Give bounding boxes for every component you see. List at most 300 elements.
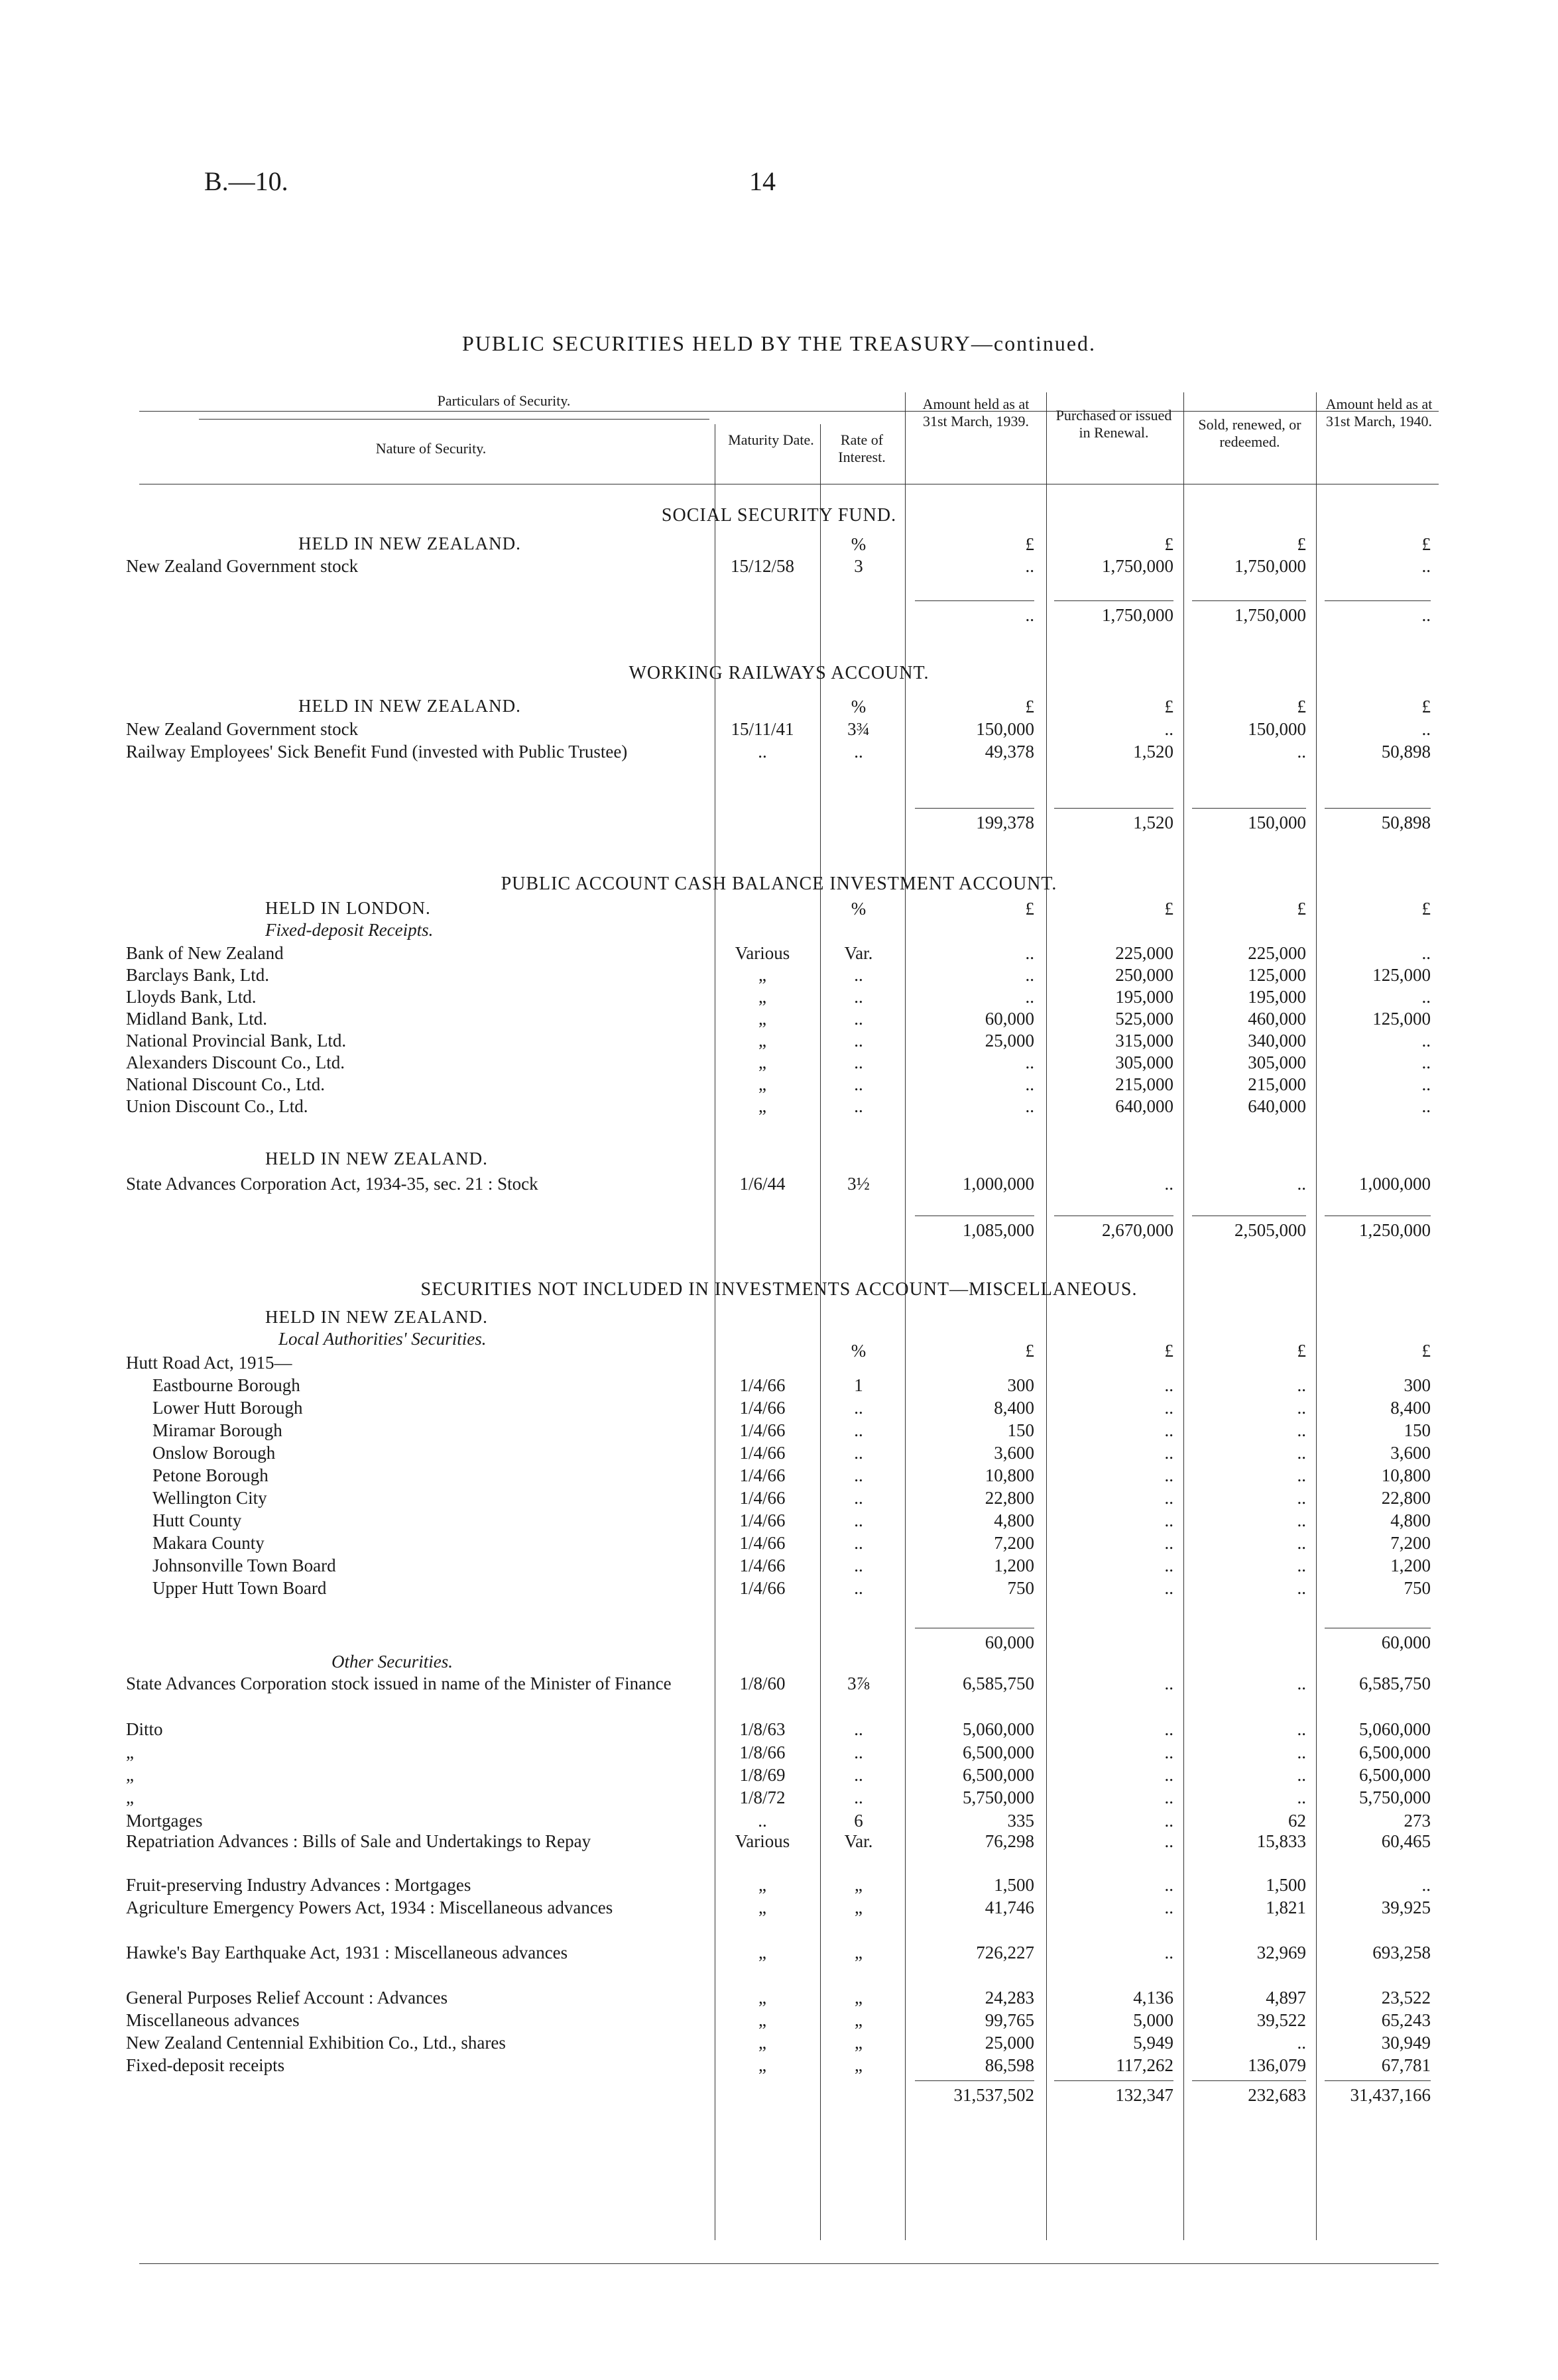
unit-label: £ [1164, 899, 1173, 919]
row-h39: 41,746 [985, 1898, 1034, 1917]
row-mat: „ [758, 1031, 766, 1050]
row-label: Repatriation Advances : Bills of Sale and Undertakings to Repay [126, 1831, 591, 1851]
row-h40: 273 [1404, 1811, 1431, 1831]
row-pur: .. [1164, 1510, 1173, 1530]
row-h39: .. [1025, 1074, 1034, 1094]
particulars-header: Particulars of Security. [437, 392, 571, 409]
section-title: WORKING RAILWAYS ACCOUNT. [629, 663, 929, 683]
row-pur: 117,262 [1116, 2055, 1173, 2075]
unit-label: £ [1421, 1341, 1431, 1361]
row-h40: 4,800 [1390, 1510, 1431, 1530]
row-mat: „ [758, 987, 766, 1007]
row-h39: 76,298 [985, 1831, 1034, 1851]
sub-heading: Fixed-deposit Receipts. [265, 920, 434, 940]
row-rate: .. [854, 1398, 863, 1418]
row-label: Ditto [126, 1719, 163, 1739]
row-rate: „ [855, 2055, 863, 2075]
nature-header: Nature of Security. [375, 440, 487, 457]
row-sold: .. [1297, 1174, 1306, 1194]
row-h40: 30,949 [1381, 2033, 1431, 2053]
page-number: 14 [749, 166, 776, 196]
row-h40: 5,750,000 [1359, 1787, 1431, 1807]
rate-header: Rate of Interest. [838, 431, 886, 465]
total-h39: .. [1025, 605, 1034, 625]
row-rate: .. [854, 1031, 863, 1050]
row-h40: 50,898 [1381, 742, 1431, 762]
row-rate: 3½ [847, 1174, 870, 1194]
row-mat: 1/4/66 [739, 1375, 786, 1395]
unit-label: £ [1297, 534, 1306, 554]
row-sold: .. [1297, 742, 1306, 762]
row-h40: 1,000,000 [1359, 1174, 1431, 1194]
total-sold: 232,683 [1248, 2085, 1306, 2105]
row-pur: .. [1164, 1742, 1173, 1762]
row-label: Wellington City [152, 1488, 267, 1508]
row-h39: 150 [1007, 1420, 1034, 1440]
row-sold: 1,750,000 [1234, 556, 1306, 576]
row-mat: 1/4/66 [739, 1578, 786, 1598]
total-h39: 31,537,502 [953, 2085, 1034, 2105]
row-sold: .. [1297, 1510, 1306, 1530]
total-h39: 199,378 [976, 813, 1034, 832]
row-h40: 150 [1404, 1420, 1431, 1440]
row-rate: Var. [844, 943, 873, 963]
row-h39: .. [1025, 987, 1034, 1007]
row-rate: .. [854, 1420, 863, 1440]
row-pur: 1,750,000 [1102, 556, 1173, 576]
row-label: Mortgages [126, 1811, 203, 1831]
row-h39: .. [1025, 1052, 1034, 1072]
row-sold: 62 [1288, 1811, 1306, 1831]
row-mat: „ [758, 965, 766, 985]
row-mat: „ [758, 1875, 766, 1895]
row-pur: 4,136 [1133, 1988, 1173, 2008]
row-sold: .. [1297, 1420, 1306, 1440]
row-sold: 15,833 [1256, 1831, 1306, 1851]
row-h39: 150,000 [976, 719, 1034, 739]
total-h40: 50,898 [1381, 813, 1431, 832]
unit-label: £ [1164, 1341, 1173, 1361]
row-label: Miscellaneous advances [126, 2010, 300, 2030]
row-mat: 1/8/66 [739, 1742, 786, 1762]
unit-label: £ [1297, 697, 1306, 716]
row-rate: .. [854, 1510, 863, 1530]
row-label: Hawke's Bay Earthquake Act, 1931 : Miscellaneous advances [126, 1943, 568, 1962]
row-label: Johnsonville Town Board [152, 1556, 336, 1575]
row-rate: .. [854, 1009, 863, 1029]
row-pur: .. [1164, 719, 1173, 739]
row-sold: 150,000 [1248, 719, 1306, 739]
total-rule [1192, 600, 1306, 601]
row-rate: „ [855, 1988, 863, 2008]
row-pur: .. [1164, 1398, 1173, 1418]
total-sold: 1,750,000 [1234, 605, 1306, 625]
row-label: Upper Hutt Town Board [152, 1578, 327, 1598]
sub-heading: Local Authorities' Securities. [278, 1329, 487, 1349]
row-h39: 5,060,000 [963, 1719, 1034, 1739]
row-h39: 4,800 [994, 1510, 1034, 1530]
row-rate: 3 [854, 556, 863, 576]
row-mat: 1/4/66 [739, 1488, 786, 1508]
row-h39: 1,000,000 [963, 1174, 1034, 1194]
row-h39: 750 [1007, 1578, 1034, 1598]
total-rule [1054, 600, 1173, 601]
row-h40: 8,400 [1390, 1398, 1431, 1418]
row-rate: 1 [854, 1375, 863, 1395]
row-h40: 693,258 [1372, 1943, 1431, 1962]
row-h39: 300 [1007, 1375, 1034, 1395]
row-rate: .. [854, 1465, 863, 1485]
row-pur: .. [1164, 1898, 1173, 1917]
purchased-header: Purchased or issued in Renewal. [1055, 407, 1172, 441]
row-h40: 300 [1404, 1375, 1431, 1395]
row-pur: 305,000 [1115, 1052, 1173, 1072]
total-pur: 132,347 [1115, 2085, 1173, 2105]
row-h39: .. [1025, 943, 1034, 963]
row-h39: 10,800 [985, 1465, 1034, 1485]
row-h39: 726,227 [976, 1943, 1034, 1962]
row-h40: 6,585,750 [1359, 1673, 1431, 1693]
row-label: „ [126, 1765, 134, 1785]
total-rule [915, 600, 1034, 601]
row-rate: .. [854, 1787, 863, 1807]
unit-label: £ [1297, 899, 1306, 919]
row-label: Eastbourne Borough [152, 1375, 300, 1395]
row-label: State Advances Corporation stock issued in name of the Minister of Finance [126, 1673, 672, 1693]
row-mat: 1/4/66 [739, 1420, 786, 1440]
row-sold: 225,000 [1248, 943, 1306, 963]
row-pur: 315,000 [1115, 1031, 1173, 1050]
row-pur: 250,000 [1115, 965, 1173, 985]
unit-label: £ [1025, 697, 1034, 716]
unit-label: £ [1421, 534, 1431, 554]
row-h40: 7,200 [1390, 1533, 1431, 1553]
row-mat: „ [758, 1009, 766, 1029]
row-rate: .. [854, 1556, 863, 1575]
row-h39: 99,765 [985, 2010, 1034, 2030]
row-h39: 1,200 [994, 1556, 1034, 1575]
row-sold: 125,000 [1248, 965, 1306, 985]
total-h39: 60,000 [985, 1632, 1034, 1652]
row-mat: 1/4/66 [739, 1465, 786, 1485]
row-pur: 5,949 [1133, 2033, 1173, 2053]
row-label: Bank of New Zealand [126, 943, 284, 963]
row-label: State Advances Corporation Act, 1934-35, sec. 21 : Stock [126, 1174, 538, 1194]
row-sold: 215,000 [1248, 1074, 1306, 1094]
total-rule [1054, 2080, 1173, 2081]
row-label: Hutt County [152, 1510, 242, 1530]
unit-label: £ [1025, 1341, 1034, 1361]
row-label: Miramar Borough [152, 1420, 282, 1440]
row-sold: 640,000 [1248, 1096, 1306, 1116]
row-h39: 6,500,000 [963, 1765, 1034, 1785]
row-h39: .. [1025, 556, 1034, 576]
row-h39: 3,600 [994, 1443, 1034, 1463]
total-pur: 1,750,000 [1102, 605, 1173, 625]
row-h39: 8,400 [994, 1398, 1034, 1418]
row-sold: 32,969 [1256, 1943, 1306, 1962]
held-1940-header: Amount held as at 31st March, 1940. [1325, 396, 1433, 429]
row-rate: Var. [844, 1831, 873, 1851]
row-pur: .. [1164, 1375, 1173, 1395]
row-rate: .. [854, 1719, 863, 1739]
row-sold: 4,897 [1266, 1988, 1306, 2008]
unit-label: £ [1164, 697, 1173, 716]
row-mat: 15/12/58 [730, 556, 794, 576]
total-h39: 1,085,000 [963, 1220, 1034, 1240]
row-label: New Zealand Government stock [126, 556, 359, 576]
row-h39: 24,283 [985, 1988, 1034, 2008]
row-pur: .. [1164, 1488, 1173, 1508]
section-title: SOCIAL SECURITY FUND. [661, 505, 897, 526]
page-reference: B.—10. [204, 166, 288, 196]
total-h40: 31,437,166 [1350, 2085, 1431, 2105]
row-sold: .. [1297, 2033, 1306, 2053]
row-h40: 39,925 [1381, 1898, 1431, 1917]
total-rule [1325, 808, 1431, 809]
row-mat: „ [758, 2055, 766, 2075]
total-rule [1192, 2080, 1306, 2081]
row-h39: 25,000 [985, 1031, 1034, 1050]
row-pur: 225,000 [1115, 943, 1173, 963]
row-rate: .. [854, 1533, 863, 1553]
sold-header: Sold, renewed, or redeemed. [1198, 416, 1301, 450]
group-heading: Hutt Road Act, 1915— [126, 1353, 292, 1373]
row-pur: .. [1164, 1533, 1173, 1553]
total-h40: .. [1421, 605, 1431, 625]
row-label: General Purposes Relief Account : Advances [126, 1988, 448, 2008]
row-sold: 1,500 [1266, 1875, 1306, 1895]
row-mat: „ [758, 1052, 766, 1072]
row-pur: 640,000 [1115, 1096, 1173, 1116]
total-pur: 2,670,000 [1102, 1220, 1173, 1240]
row-sold: 460,000 [1248, 1009, 1306, 1029]
row-h40: 6,500,000 [1359, 1765, 1431, 1785]
row-pur: 195,000 [1115, 987, 1173, 1007]
row-h40: 5,060,000 [1359, 1719, 1431, 1739]
row-rate: .. [854, 1443, 863, 1463]
row-mat: 15/11/41 [731, 719, 794, 739]
row-h39: 7,200 [994, 1533, 1034, 1553]
total-rule [1054, 808, 1173, 809]
total-h40: 1,250,000 [1359, 1220, 1431, 1240]
row-pur: .. [1164, 1719, 1173, 1739]
row-label: Union Discount Co., Ltd. [126, 1096, 308, 1116]
row-label: Lower Hutt Borough [152, 1398, 303, 1418]
row-h40: 125,000 [1372, 1009, 1431, 1029]
row-h39: 60,000 [985, 1009, 1034, 1029]
row-label: Onslow Borough [152, 1443, 276, 1463]
row-sold: .. [1297, 1533, 1306, 1553]
row-label: New Zealand Government stock [126, 719, 359, 739]
row-h40: .. [1421, 1052, 1431, 1072]
row-mat: 1/4/66 [739, 1533, 786, 1553]
row-mat: Various [735, 943, 790, 963]
row-rate: „ [855, 2010, 863, 2030]
row-mat: 1/4/66 [739, 1443, 786, 1463]
row-rate: „ [855, 1898, 863, 1917]
total-rule [915, 2080, 1034, 2081]
row-h40: 23,522 [1381, 1988, 1431, 2008]
row-label: Petone Borough [152, 1465, 269, 1485]
row-h39: 6,585,750 [963, 1673, 1034, 1693]
total-rule [1192, 808, 1306, 809]
row-pur: .. [1164, 1174, 1173, 1194]
row-pur: .. [1164, 1420, 1173, 1440]
row-pur: .. [1164, 1578, 1173, 1598]
row-pur: 525,000 [1115, 1009, 1173, 1029]
held-1939-header: Amount held as at 31st March, 1939. [922, 396, 1030, 429]
unit-label: £ [1297, 1341, 1306, 1361]
row-h39: 49,378 [985, 742, 1034, 762]
held-heading: HELD IN LONDON. [265, 898, 431, 918]
row-mat: .. [758, 742, 767, 762]
row-label: „ [126, 1742, 134, 1762]
row-label: Makara County [152, 1533, 265, 1553]
total-pur: 1,520 [1133, 813, 1173, 832]
row-sold: .. [1297, 1578, 1306, 1598]
unit-label: % [851, 1341, 867, 1361]
row-h40: 60,465 [1381, 1831, 1431, 1851]
row-h39: 1,500 [994, 1875, 1034, 1895]
row-mat: 1/4/66 [739, 1398, 786, 1418]
row-sold: .. [1297, 1488, 1306, 1508]
row-h40: 1,200 [1390, 1556, 1431, 1575]
row-pur: .. [1164, 1943, 1173, 1962]
row-sold: 340,000 [1248, 1031, 1306, 1050]
row-sold: .. [1297, 1719, 1306, 1739]
row-mat: „ [758, 1096, 766, 1116]
row-mat: „ [758, 1074, 766, 1094]
row-h40: .. [1421, 1875, 1431, 1895]
row-h39: 335 [1007, 1811, 1034, 1831]
row-label: Barclays Bank, Ltd. [126, 965, 269, 985]
row-h40: .. [1421, 719, 1431, 739]
row-mat: Various [735, 1831, 790, 1851]
row-h40: 22,800 [1381, 1488, 1431, 1508]
row-sold: .. [1297, 1787, 1306, 1807]
row-mat: „ [758, 1988, 766, 2008]
maturity-header: Maturity Date. [728, 431, 814, 448]
row-label: New Zealand Centennial Exhibition Co., Ltd., shares [126, 2033, 506, 2053]
section-title: PUBLIC ACCOUNT CASH BALANCE INVESTMENT ACCOUNT. [501, 874, 1057, 894]
held-heading: HELD IN NEW ZEALAND. [298, 534, 521, 553]
row-label: „ [126, 1787, 134, 1807]
row-sold: .. [1297, 1443, 1306, 1463]
row-mat: .. [758, 1811, 767, 1831]
row-label: Fruit-preserving Industry Advances : Mortgages [126, 1875, 471, 1895]
total-h40: 60,000 [1381, 1632, 1431, 1652]
row-sold: .. [1297, 1398, 1306, 1418]
row-pur: .. [1164, 1875, 1173, 1895]
unit-label: % [851, 697, 867, 716]
total-rule [1325, 600, 1431, 601]
row-sold: .. [1297, 1765, 1306, 1785]
row-pur: .. [1164, 1673, 1173, 1693]
row-h40: .. [1421, 1031, 1431, 1050]
section-title: SECURITIES NOT INCLUDED IN INVESTMENTS ACCOUNT—MISCELLANEOUS. [420, 1279, 1138, 1300]
row-rate: 3⅞ [847, 1673, 870, 1693]
header-top-rule [139, 411, 1439, 412]
row-rate: .. [854, 1074, 863, 1094]
row-pur: 5,000 [1133, 2010, 1173, 2030]
row-rate: .. [854, 965, 863, 985]
row-pur: .. [1164, 1443, 1173, 1463]
row-rate: .. [854, 1578, 863, 1598]
row-sold: 195,000 [1248, 987, 1306, 1007]
held-heading: HELD IN NEW ZEALAND. [265, 1307, 488, 1327]
row-label: Midland Bank, Ltd. [126, 1009, 267, 1029]
row-pur: 215,000 [1115, 1074, 1173, 1094]
total-sold: 2,505,000 [1234, 1220, 1306, 1240]
unit-label: % [851, 534, 867, 554]
row-mat: „ [758, 2010, 766, 2030]
row-sold: .. [1297, 1465, 1306, 1485]
row-label: Agriculture Emergency Powers Act, 1934 : Miscellaneous advances [126, 1898, 613, 1917]
row-rate: .. [854, 1765, 863, 1785]
row-mat: 1/4/66 [739, 1556, 786, 1575]
row-pur: .. [1164, 1465, 1173, 1485]
row-rate: 6 [854, 1811, 863, 1831]
row-label: Fixed-deposit receipts [126, 2055, 285, 2075]
row-mat: 1/8/69 [739, 1765, 786, 1785]
row-sold: 305,000 [1248, 1052, 1306, 1072]
unit-label: £ [1421, 899, 1431, 919]
row-rate: .. [854, 1052, 863, 1072]
row-h40: .. [1421, 943, 1431, 963]
row-pur: 1,520 [1133, 742, 1173, 762]
row-h39: 25,000 [985, 2033, 1034, 2053]
row-mat: 1/8/60 [739, 1673, 786, 1693]
row-h40: .. [1421, 556, 1431, 576]
row-pur: .. [1164, 1831, 1173, 1851]
row-h39: .. [1025, 965, 1034, 985]
unit-label: £ [1025, 534, 1034, 554]
total-rule [1325, 2080, 1431, 2081]
row-h40: 3,600 [1390, 1443, 1431, 1463]
row-pur: .. [1164, 1811, 1173, 1831]
sub-heading: Other Securities. [331, 1652, 453, 1672]
total-sold: 150,000 [1248, 813, 1306, 832]
row-h40: 6,500,000 [1359, 1742, 1431, 1762]
unit-label: % [851, 899, 867, 919]
unit-label: £ [1421, 697, 1431, 716]
row-rate: „ [855, 2033, 863, 2053]
row-h39: 22,800 [985, 1488, 1034, 1508]
row-h40: 750 [1404, 1578, 1431, 1598]
row-sold: 136,079 [1248, 2055, 1306, 2075]
col-sep-2 [820, 424, 821, 2240]
row-mat: 1/4/66 [739, 1510, 786, 1530]
row-pur: .. [1164, 1787, 1173, 1807]
row-rate: .. [854, 1742, 863, 1762]
row-mat: 1/8/63 [739, 1719, 786, 1739]
row-h40: 65,243 [1381, 2010, 1431, 2030]
row-sold: 1,821 [1266, 1898, 1306, 1917]
row-rate: „ [855, 1943, 863, 1962]
row-rate: .. [854, 1488, 863, 1508]
row-label: National Discount Co., Ltd. [126, 1074, 325, 1094]
row-rate: 3¾ [847, 719, 870, 739]
row-mat: 1/6/44 [739, 1174, 786, 1194]
row-sold: .. [1297, 1742, 1306, 1762]
row-h39: .. [1025, 1096, 1034, 1116]
row-label: Lloyds Bank, Ltd. [126, 987, 257, 1007]
unit-label: £ [1164, 534, 1173, 554]
row-h40: .. [1421, 1074, 1431, 1094]
page-title: PUBLIC SECURITIES HELD BY THE TREASURY—continued. [461, 331, 1097, 355]
row-h40: .. [1421, 1096, 1431, 1116]
